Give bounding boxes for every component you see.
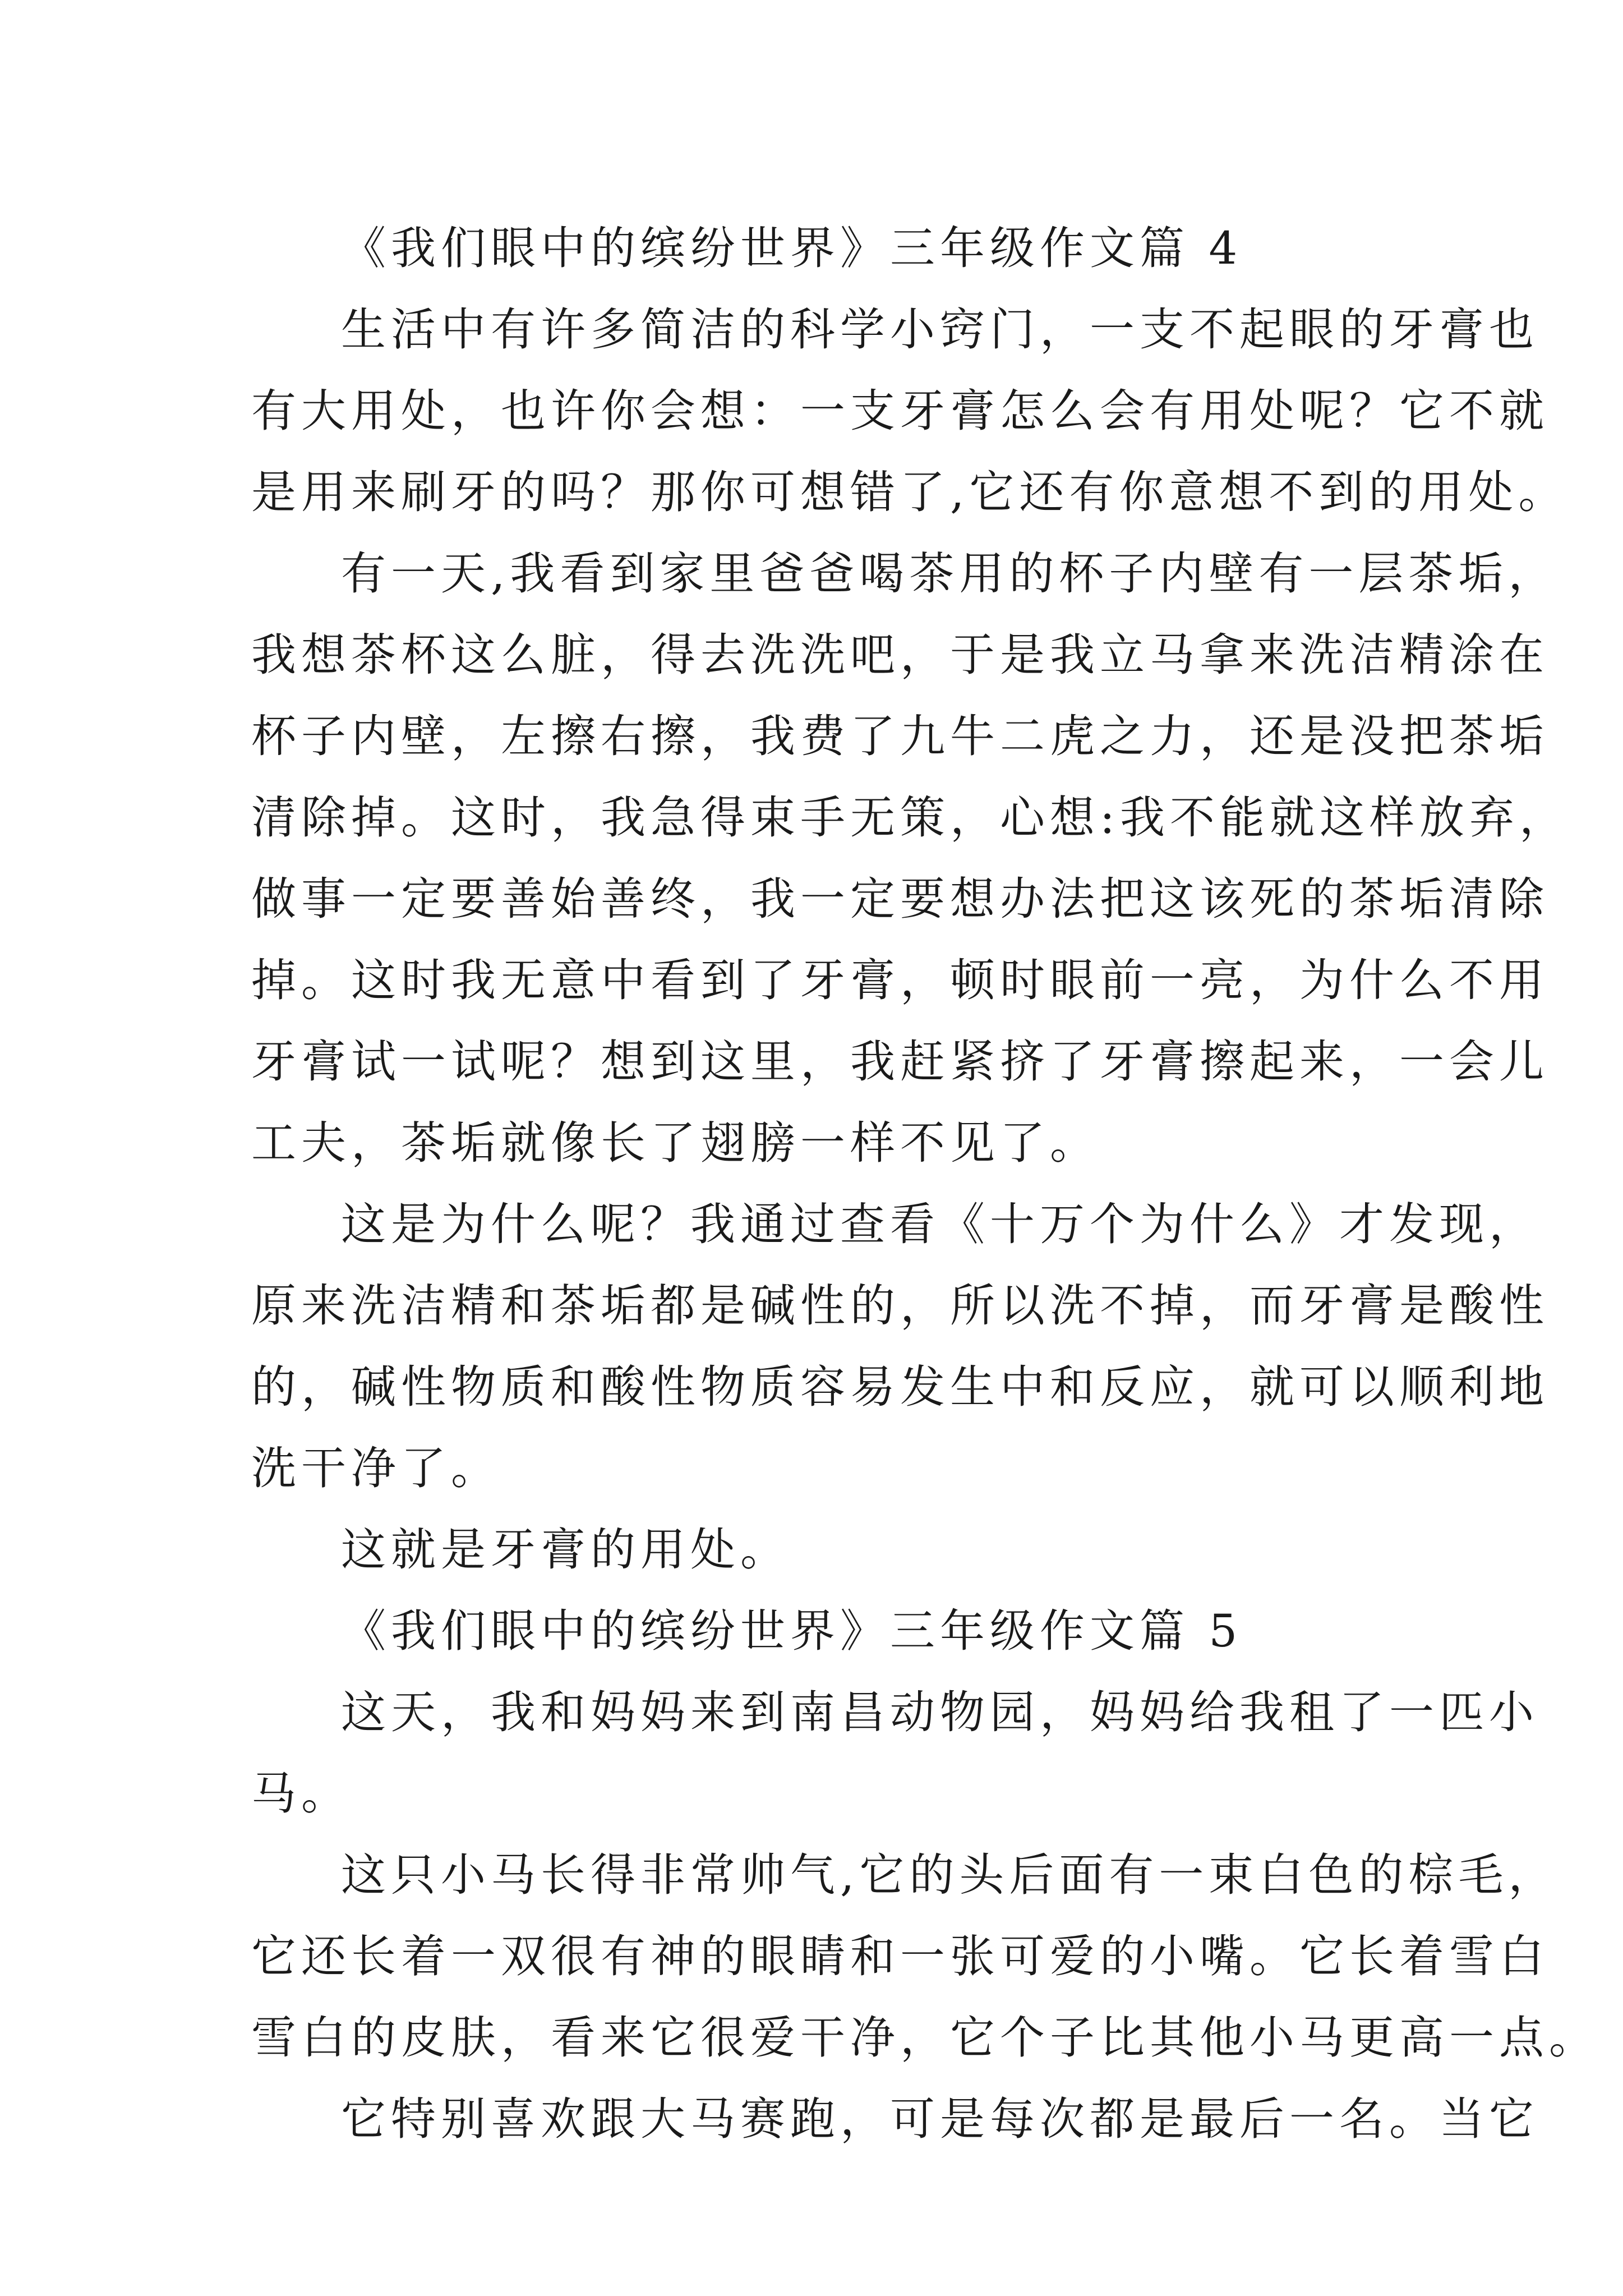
paragraph-line: 洗干净了。 [251,1442,501,1494]
paragraph-line: 这天，我和妈妈来到南昌动物园，妈妈给我租了一匹小 [341,1686,1539,1738]
paragraph-line: 是用来刷牙的吗？那你可想错了,它还有你意想不到的用处。 [251,466,1569,518]
paragraph-line: 的，碱性物质和酸性物质容易发生中和反应，就可以顺利地 [251,1361,1549,1413]
document-body [251,208,1599,2160]
paragraph-line: 清除掉。这时，我急得束手无策，心想:我不能就这样放弃， [251,792,1569,844]
paragraph-line: 这是为什么呢？我通过查看《十万个为什么》才发现， [341,1198,1539,1250]
paragraph-line: 它还长着一双很有神的眼睛和一张可爱的小嘴。它长着雪白 [251,1930,1549,1982]
paragraph-line: 原来洗洁精和茶垢都是碱性的，所以洗不掉，而牙膏是酸性 [251,1280,1549,1332]
paragraph-line: 杯子内壁，左擦右擦，我费了九牛二虎之力，还是没把茶垢 [251,710,1549,762]
paragraph-line: 有一天,我看到家里爸爸喝茶用的杯子内壁有一层茶垢， [341,547,1559,600]
paragraph-line: 马。 [251,1768,351,1820]
paragraph-line: 这只小马长得非常帅气,它的头后面有一束白色的棕毛， [341,1849,1559,1901]
essay-heading: 《我们眼中的缤纷世界》三年级作文篇 5 [341,1605,1243,1657]
paragraph-line: 它特别喜欢跟大马赛跑，可是每次都是最后一名。当它 [341,2093,1539,2145]
paragraph-line: 我想茶杯这么脏，得去洗洗吧，于是我立马拿来洗洁精涂在 [251,629,1549,681]
paragraph-line: 牙膏试一试呢？想到这里，我赶紧挤了牙膏擦起来，一会儿 [251,1036,1549,1088]
paragraph-line: 雪白的皮肤，看来它很爱干净，它个子比其他小马更高一点。 [251,2012,1599,2064]
paragraph-line: 有大用处，也许你会想：一支牙膏怎么会有用处呢？它不就 [251,385,1549,437]
paragraph-line: 这就是牙膏的用处。 [341,1524,790,1576]
paragraph-line: 生活中有许多简洁的科学小窍门，一支不起眼的牙膏也 [341,303,1539,356]
paragraph-line: 做事一定要善始善终，我一定要想办法把这该死的茶垢清除 [251,873,1549,925]
paragraph-line: 工夫，茶垢就像长了翅膀一样不见了。 [251,1117,1100,1169]
paragraph-line: 掉。这时我无意中看到了牙膏，顿时眼前一亮，为什么不用 [251,954,1549,1006]
essay-heading: 《我们眼中的缤纷世界》三年级作文篇 4 [341,222,1243,274]
